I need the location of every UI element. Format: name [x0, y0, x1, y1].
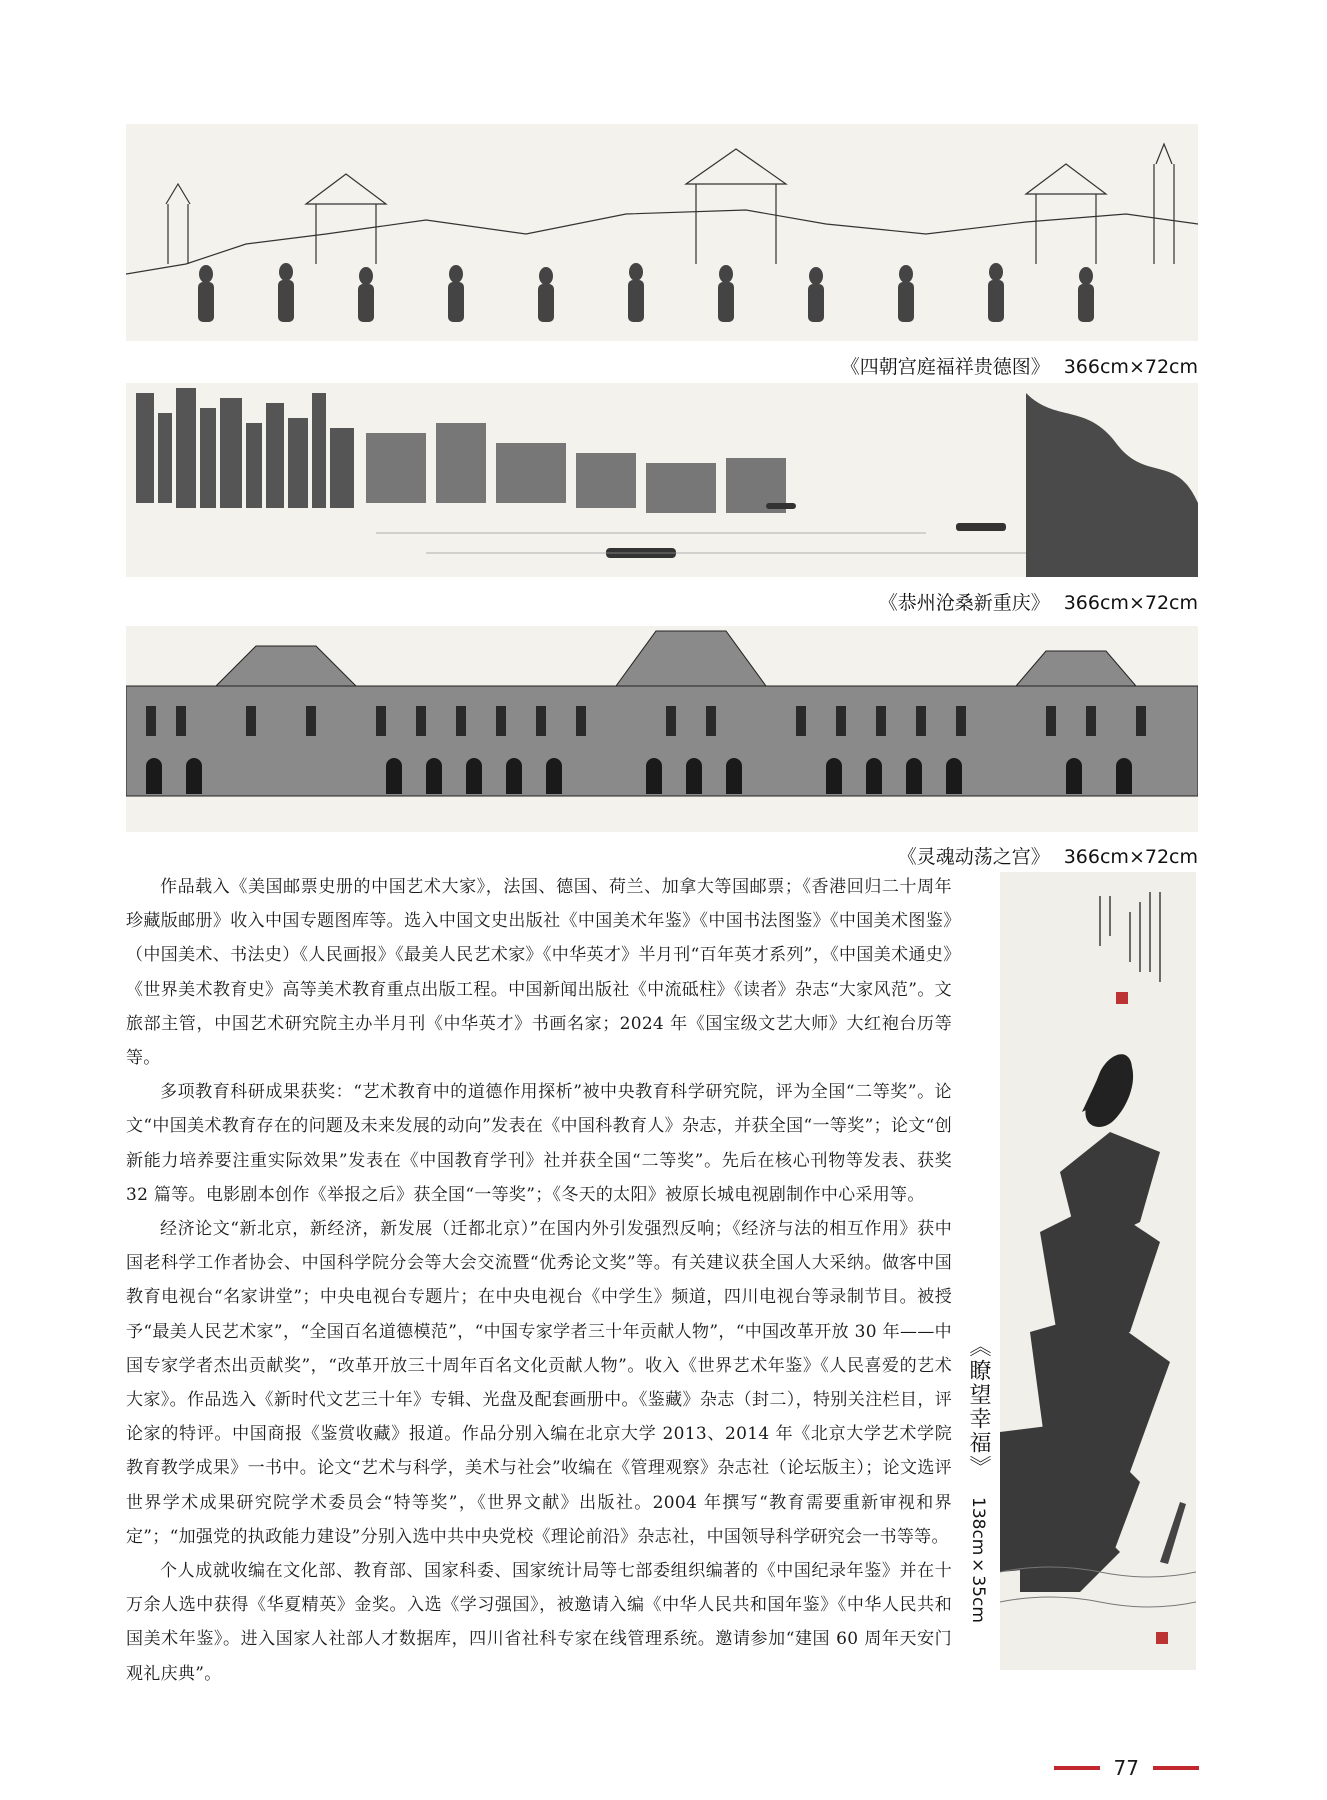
artwork-title: 《灵魂动荡之宫》 — [897, 846, 1050, 868]
artwork-image-chongqing-cityscape — [126, 383, 1198, 577]
article-body — [126, 870, 952, 1691]
artwork-size: 366cm×72cm — [1063, 592, 1198, 614]
page-footer — [1054, 1756, 1199, 1780]
artwork-image-louvre-palace — [126, 626, 1198, 832]
artwork-size: 366cm×72cm — [1063, 356, 1198, 378]
side-artwork-caption — [964, 1335, 994, 1623]
paragraph: 作品载入《美国邮票史册的中国艺术大家》，法国、德国、荷兰、加拿大等国邮票；《香港回归二十周年珍藏版邮册》收入中国专题图库等。选入中国文史出版社《中国美术年鉴》《中国书法图鉴》《中国美术图鉴》（中国美术、书法史）《人民画报》《最美人民艺术家》《中华英才》半月刊“百年英才系列”，《中国美术通史》《世界美术教育史》高等美术教育重点出版工程。中国新闻出版社《中流砥柱》《读者》杂志“大家风范”。文旅部主管，中国艺术研究院主办半月刊《中华英才》书画名家；2024 年《国宝级文艺大师》大红袍台历等等。 — [126, 877, 952, 1069]
paragraph: 多项教育科研成果获奖：“艺术教育中的道德作用探析”被中央教育科学研究院，评为全国“二等奖”。论文“中国美术教育存在的问题及未来发展的动向”发表在《中国科教育人》杂志，并获全国“一等奖”；论文“创新能力培养要注重实际效果”发表在《中国教育学刊》社并获全国“二等奖”。先后在核心刊物等发表、获奖 32 篇等。电影剧本创作《举报之后》获全国“一等奖”；《冬天的太阳》被原长城电视剧制作中心采用等。 — [126, 1082, 952, 1205]
artwork-title: 《四朝宫庭福祥贵德图》 — [840, 356, 1050, 378]
side-artwork-image-eagle-cliff — [1000, 872, 1196, 1670]
footer-rule-right — [1153, 1766, 1199, 1770]
artwork-image-palace-figures — [126, 124, 1198, 341]
side-artwork-size: 138cm×35cm — [968, 1497, 988, 1623]
paragraph: 个人成就收编在文化部、教育部、国家科委、国家统计局等七部委组织编著的《中国纪录年鉴》并在十万余人选中获得《华夏精英》金奖。入选《学习强国》，被邀请入编《中华人民共和国年鉴》《中华人民共和国美术年鉴》。进入国家人社部人才数据库，四川省社科专家在线管理系统。邀请参加“建国 60 周年天安门观礼庆典”。 — [126, 1561, 952, 1684]
artwork-title: 《恭州沧桑新重庆》 — [878, 592, 1050, 614]
page-number: 77 — [1113, 1756, 1139, 1780]
artwork-caption — [879, 588, 1198, 615]
footer-rule-left — [1054, 1766, 1100, 1770]
artwork-size: 366cm×72cm — [1063, 846, 1198, 868]
artwork-caption — [841, 352, 1198, 379]
side-artwork-title: 《瞭望幸福》 — [966, 1335, 991, 1479]
artwork-caption — [898, 842, 1198, 869]
paragraph: 经济论文“新北京，新经济，新发展（迁都北京）”在国内外引发强烈反响；《经济与法的相互作用》获中国老科学工作者协会、中国科学院分会等大会交流暨“优秀论文奖”等。有关建议获全国人大采纳。做客中国教育电视台“名家讲堂”；中央电视台专题片；在中央电视台《中学生》频道，四川电视台等录制节目。被授予“最美人民艺术家”，“全国百名道德模范”，“中国专家学者三十年贡献人物”，“中国改革开放 30 年——中国专家学者杰出贡献奖”，“改革开放三十周年百名文化贡献人物”。收入《世界艺术年鉴》《人民喜爱的艺术大家》。作品选入《新时代文艺三十年》专辑、光盘及配套画册中。《鉴藏》杂志（封二），特别关注栏目，评论家的特评。中国商报《鉴赏收藏》报道。作品分别入编在北京大学 2013、2014 年《北京大学艺术学院教育教学成果》一书中。论文“艺术与科学，美术与社会”收编在《管理观察》杂志社（论坛版主）；论文选评世界学术成果研究院学术委员会“特等奖”，《世界文献》出版社。2004 年撰写“教育需要重新审视和界定”；“加强党的执政能力建设”分别入选中共中央党校《理论前沿》杂志社，中国领导科学研究会一书等等。 — [126, 1219, 952, 1547]
